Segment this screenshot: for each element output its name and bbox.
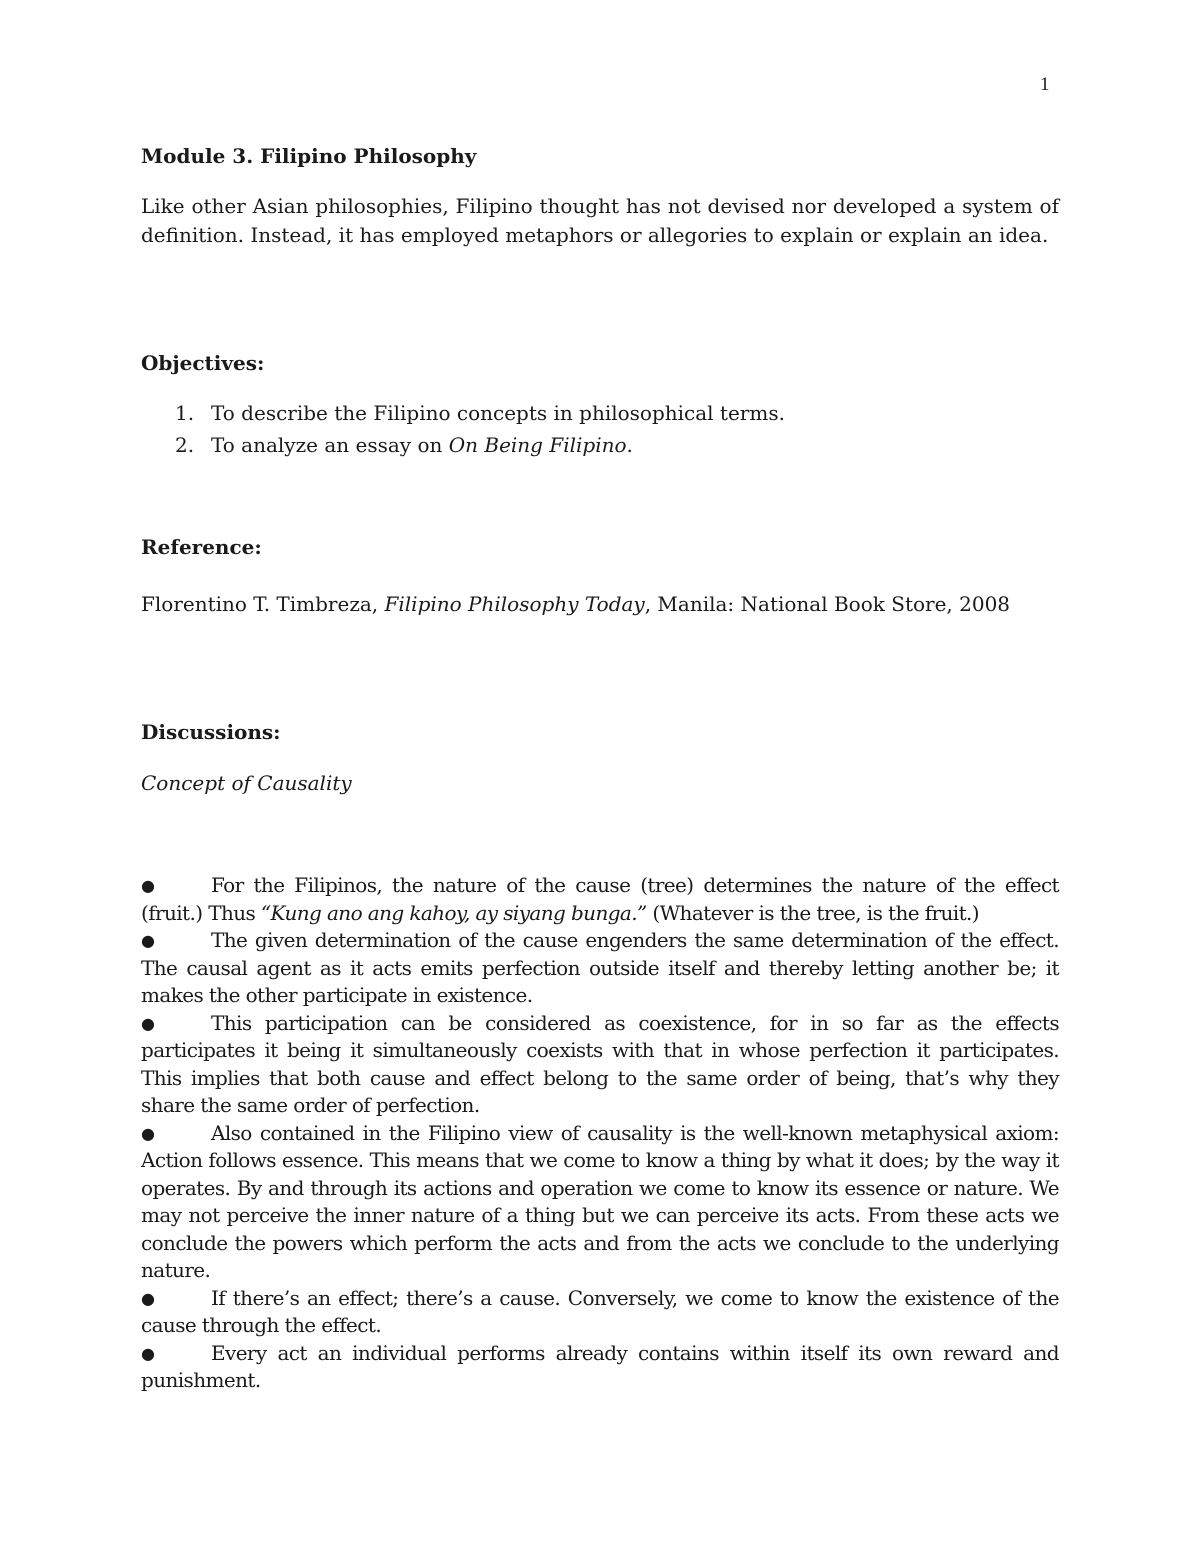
reference-publisher: , Manila: National Book Store, 2008 — [644, 592, 1011, 616]
discussion-subheading: Concept of Causality — [141, 771, 352, 795]
essay-title: On Being Filipino — [448, 433, 627, 457]
intro-paragraph: Like other Asian philosophies, Filipino thought has not devised nor developed a system of definition. Instead, it has employed metaphors or allegories to explain or explain an idea. — [141, 194, 1059, 247]
bullet-item — [141, 1285, 1059, 1340]
bullet-text: If there’s an effect; there’s a cause. Conversely, we come to know the existence of the cause through the effect. — [141, 1285, 1059, 1337]
bullet-icon: ● — [141, 1288, 155, 1308]
reference-author: Florentino T. Timbreza, — [141, 592, 385, 616]
bullet-icon: ● — [141, 876, 155, 895]
objective-text: To describe the Filipino concepts in philosophical terms. — [211, 401, 785, 425]
objectives-heading: Objectives: — [141, 351, 265, 375]
page-number: 1 — [1040, 74, 1050, 95]
bullet-text: Every act an individual performs already contains within itself its own reward and punishment. — [141, 1340, 1059, 1392]
reference-heading: Reference: — [141, 535, 262, 559]
bullet-item — [141, 1340, 1059, 1395]
bullet-item — [141, 1120, 1059, 1285]
bullet-item — [141, 872, 1059, 927]
bullet-text: Also contained in the Filipino view of causality is the well-known metaphysical axiom: Action follows essence. This means that we come to know a thing by what it does; by the way it operates. By and through its actions and operation we come to know its essence or nature. We may not perceive the inner nature of a thing but we can perceive its acts. From these acts we conclude the powers which perform the acts and from the acts we conclude to the underlying nature. — [141, 1120, 1059, 1282]
objective-number: 1. — [175, 401, 195, 425]
bullet-text: For the Filipinos, the nature of the cause (tree) determines the nature of the effect (fruit.) Thus — [141, 873, 1059, 925]
discussions-heading: Discussions: — [141, 720, 281, 744]
bullet-item — [141, 1010, 1059, 1120]
objective-item — [141, 429, 1059, 461]
bullet-icon: ● — [141, 1123, 155, 1143]
bullet-item — [141, 927, 1059, 1010]
reference-citation — [141, 590, 1059, 619]
module-title: Module 3. Filipino Philosophy — [141, 144, 477, 168]
bullet-text-end: (Whatever is the tree, is the fruit.) — [646, 900, 979, 925]
objectives-list — [141, 397, 1059, 461]
objective-number: 2. — [175, 433, 195, 457]
objective-text-end: . — [626, 433, 633, 457]
objective-item — [141, 397, 1059, 429]
causality-bullet-list — [141, 872, 1059, 1395]
bullet-icon: ● — [141, 1013, 155, 1033]
bullet-icon: ● — [141, 931, 155, 950]
filipino-proverb: “Kung ano ang kahoy, ay siyang bunga.” — [260, 900, 647, 925]
bullet-icon: ● — [141, 1343, 155, 1363]
reference-book-title: Filipino Philosophy Today — [384, 592, 645, 616]
bullet-text: The given determination of the cause engenders the same determination of the effect. The causal agent as it acts emits perfection outside itself and thereby letting another be; it makes the other participate in existence. — [141, 928, 1059, 1007]
objective-text: To analyze an essay on — [211, 433, 449, 457]
bullet-text: This participation can be considered as coexistence, for in so far as the effects participates it being it simultaneously coexists with that in whose perfection it participates. This implies that both cause and effect belong to the same order of being, that’s why they share the same order of perfection. — [141, 1010, 1059, 1117]
